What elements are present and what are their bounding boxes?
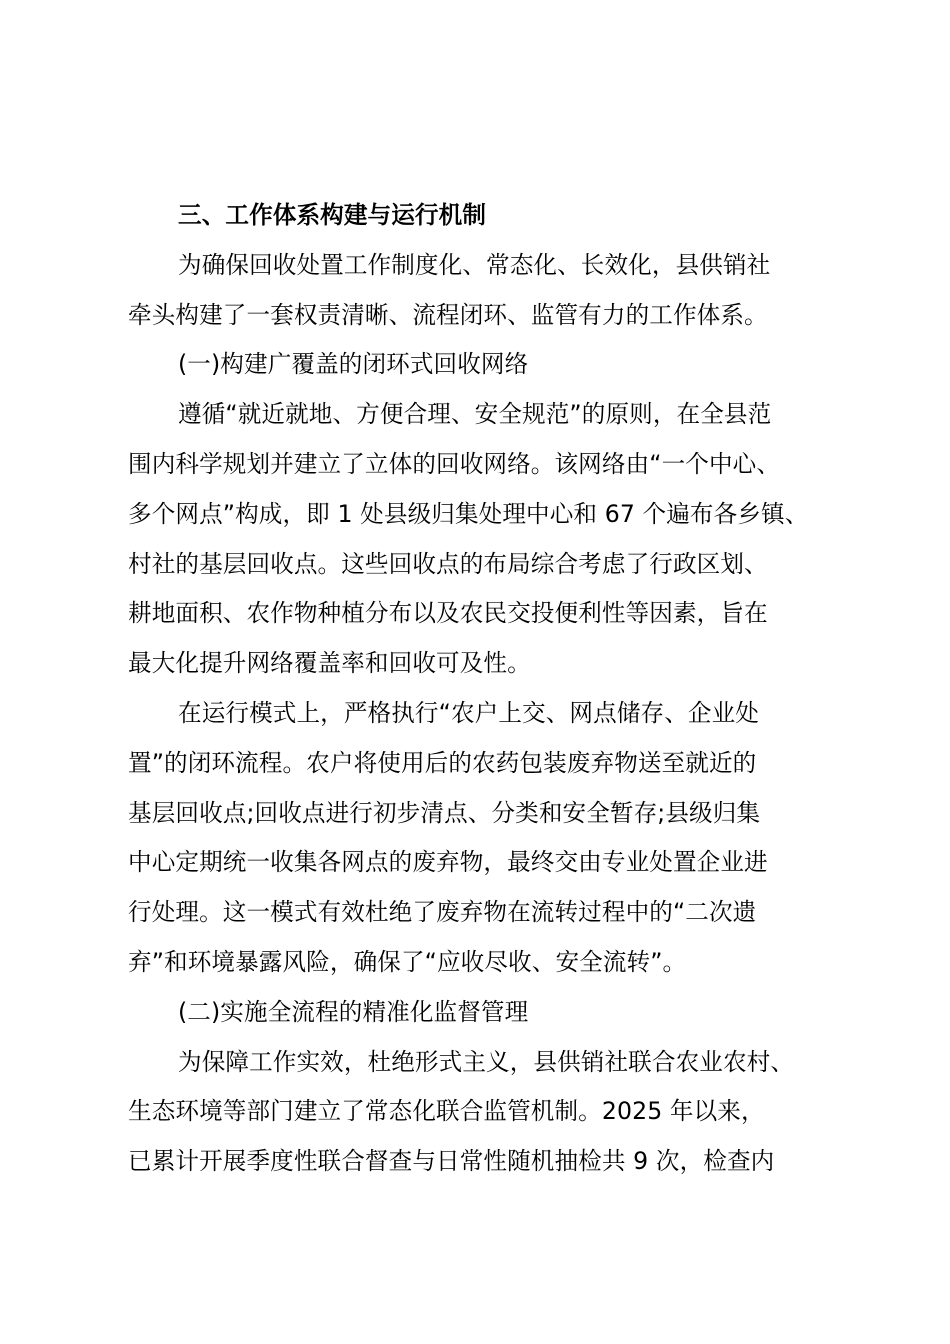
paragraph-line: 置”的闭环流程。农户将使用后的农药包装废弃物送至就近的	[128, 748, 757, 777]
paragraph-line: 中心定期统一收集各网点的废弃物，最终交由专业处置企业进	[128, 848, 768, 877]
paragraph-line: 牵头构建了一套权责清晰、流程闭环、监管有力的工作体系。	[128, 300, 768, 329]
paragraph-line: 多个网点”构成，即 1 处县级归集处理中心和 67 个遍布各乡镇、	[128, 499, 809, 528]
subsection-heading: (二)实施全流程的精准化监督管理	[178, 997, 529, 1026]
paragraph-line: 弃”和环境暴露风险，确保了“应收尽收、安全流转”。	[128, 947, 687, 976]
subsection-heading: (一)构建广覆盖的闭环式回收网络	[178, 350, 529, 379]
paragraph-line: 遵循“就近就地、方便合理、安全规范”的原则，在全县范	[178, 400, 772, 429]
section-heading: 三、工作体系构建与运行机制	[178, 201, 487, 229]
document-page	[128, 191, 838, 1187]
paragraph-line: 耕地面积、农作物种植分布以及农民交投便利性等因素，旨在	[128, 599, 768, 628]
paragraph-line: 在运行模式上，严格执行“农户上交、网点储存、企业处	[178, 698, 759, 727]
paragraph-line: 已累计开展季度性联合督查与日常性随机抽检共 9 次，检查内	[128, 1147, 775, 1176]
paragraph-line: 为确保回收处置工作制度化、常态化、长效化，县供销社	[178, 250, 771, 279]
paragraph-line: 村社的基层回收点。这些回收点的布局综合考虑了行政区划、	[128, 549, 768, 578]
paragraph-line: 基层回收点;回收点进行初步清点、分类和安全暂存;县级归集	[128, 798, 761, 827]
paragraph-line: 生态环境等部门建立了常态化联合监管机制。2025 年以来，	[128, 1097, 765, 1126]
paragraph-line: 最大化提升网络覆盖率和回收可及性。	[128, 649, 531, 678]
paragraph-line: 围内科学规划并建立了立体的回收网络。该网络由“一个中心、	[128, 449, 781, 478]
paragraph-line: 行处理。这一模式有效杜绝了废弃物在流转过程中的“二次遗	[128, 898, 757, 927]
paragraph-line: 为保障工作实效，杜绝形式主义，县供销社联合农业农村、	[178, 1047, 795, 1076]
